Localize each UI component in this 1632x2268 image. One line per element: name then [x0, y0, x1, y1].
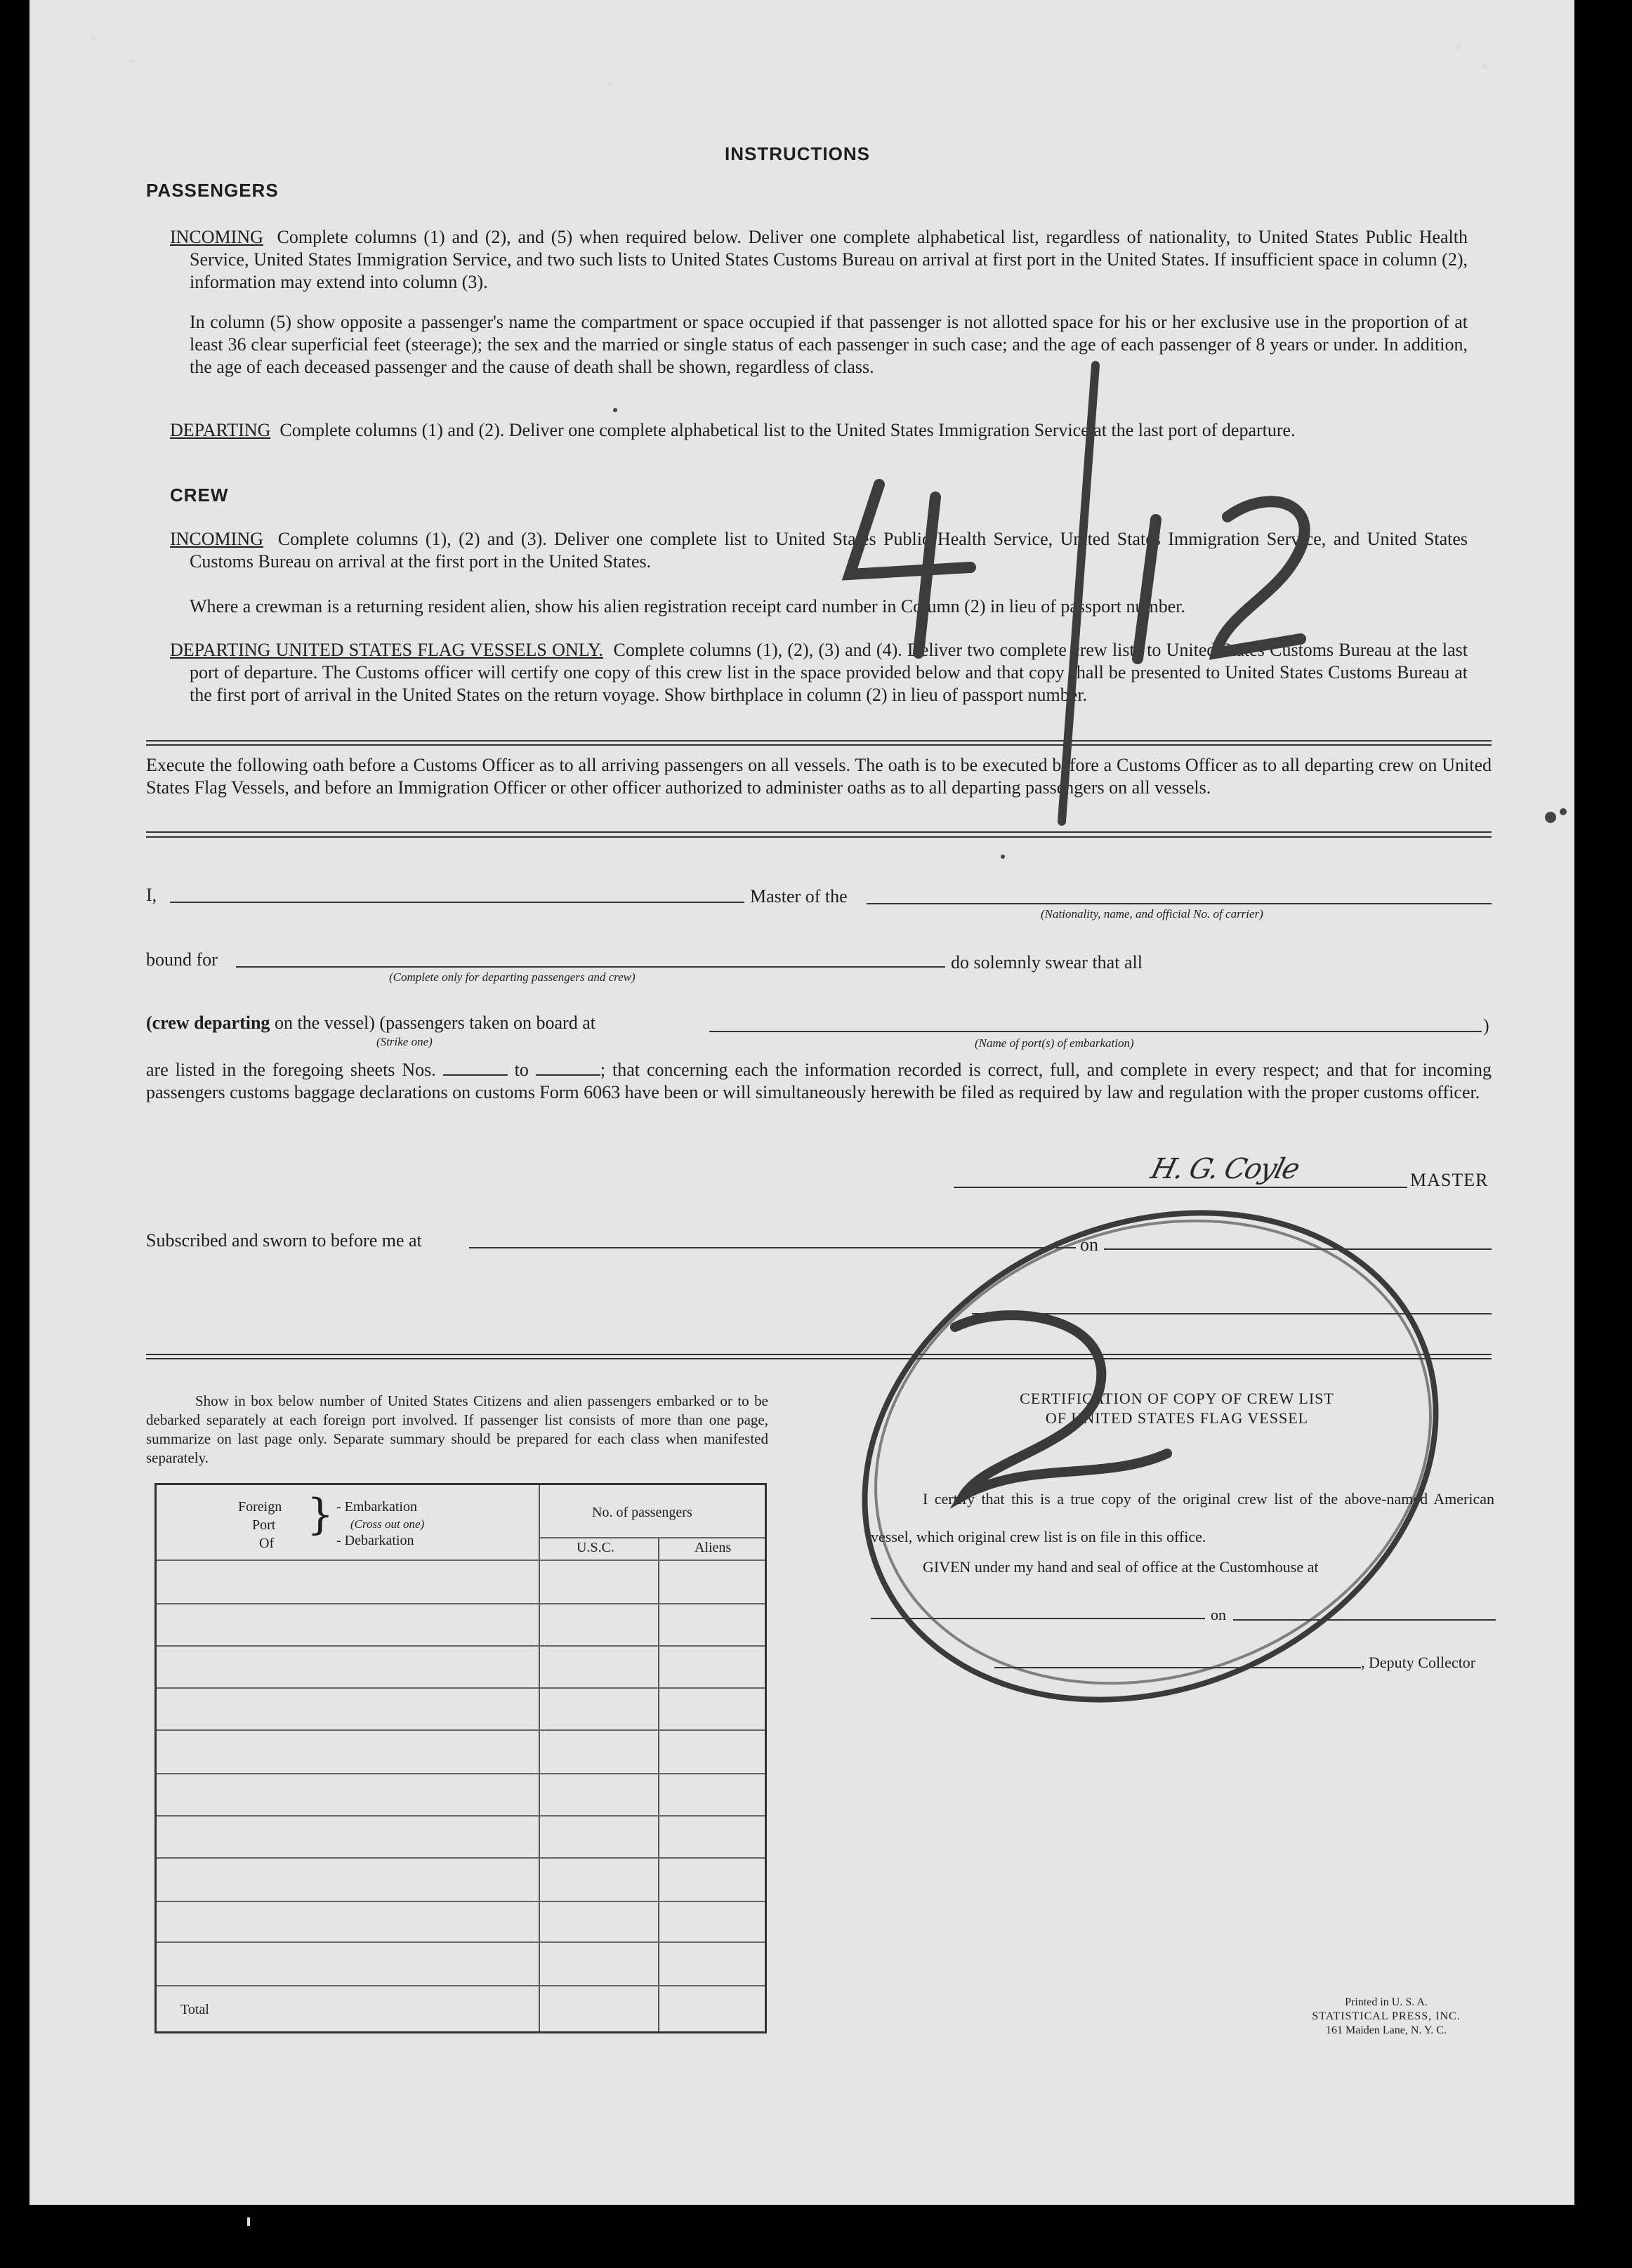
table-row-rule — [157, 1857, 765, 1859]
sheets-text: ; that concerning each the information recorded is correct, full, and complete in every respect; and that for incoming passengers customs baggage declarations on customs Form 6063 have been or will simultaneously herewith be filed as required by law and regulation with the proper customs officer. — [146, 1060, 1492, 1102]
scan-speck — [1482, 65, 1487, 69]
subscribed-label: Subscribed and sworn to before me at — [146, 1230, 422, 1251]
table-subheader-rule — [539, 1537, 765, 1538]
certification-date-field[interactable] — [1233, 1619, 1496, 1621]
certification-given-text: GIVEN under my hand and seal of office at the Customhouse at — [923, 1558, 1319, 1576]
certification-on-label: on — [1211, 1606, 1226, 1623]
sworn-officer-field[interactable] — [972, 1313, 1492, 1314]
passenger-summary-table — [154, 1483, 767, 2033]
table-of-label: Of — [259, 1536, 275, 1551]
crew-departing-paragraph — [170, 639, 1468, 706]
passengers-incoming-label: INCOMING — [170, 227, 263, 247]
sheets-prefix: are listed in the foregoing sheets Nos. — [146, 1060, 436, 1080]
divider-oath-2 — [146, 836, 1492, 838]
master-of-label: Master of the — [750, 886, 848, 906]
bound-for-label: bound for — [146, 949, 218, 970]
bound-for-field[interactable] — [236, 966, 945, 968]
crew-title: CREW — [170, 484, 229, 506]
sworn-place-field[interactable] — [469, 1247, 1076, 1248]
table-row-rule — [157, 1901, 765, 1902]
crew-departing-text: (crew departing — [146, 1013, 270, 1033]
table-row-rule — [157, 1729, 765, 1731]
crew-incoming-paragraph — [170, 528, 1468, 573]
crew-departing-label: DEPARTING UNITED STATES FLAG VESSELS ONLY. — [170, 640, 603, 660]
port-caption: (Name of port(s) of embarkation) — [975, 1036, 1134, 1050]
table-row-rule — [157, 1603, 765, 1604]
sheets-paragraph — [146, 1059, 1492, 1104]
certification-title — [861, 1389, 1493, 1428]
passengers-departing-paragraph — [170, 419, 1468, 442]
table-embarkation-label: - Embarkation — [336, 1499, 417, 1515]
printer-line2: STATISTICAL PRESS, INC. — [1312, 2010, 1461, 2022]
printer-line3: 161 Maiden Lane, N. Y. C. — [1326, 2024, 1447, 2036]
sworn-date-field[interactable] — [1104, 1248, 1492, 1250]
summary-note: Show in box below number of United States Citizens and alien passengers embarked or to be debarked separately at each foreign port involved. If passenger list consists of more than one page, summarize on last page only. Separate summary should be prepared for each class when manifested separately. — [146, 1392, 768, 1466]
deputy-collector-field[interactable] — [994, 1667, 1361, 1668]
strike-caption: (Strike one) — [376, 1035, 433, 1048]
customhouse-field[interactable] — [871, 1618, 1205, 1619]
resident-alien-paragraph: Where a crewman is a returning resident alien, show his alien registration receipt card number in Column (2) in lieu of passport number. — [190, 596, 1186, 617]
table-debarkation-label: - Debarkation — [336, 1533, 414, 1548]
divider-top-1 — [146, 740, 1492, 741]
master-label: MASTER — [1410, 1170, 1489, 1190]
divider-bottom-2 — [146, 1358, 1492, 1359]
crew-incoming-label: INCOMING — [170, 529, 263, 549]
table-col-divider-1 — [539, 1485, 540, 2031]
column5-paragraph: In column (5) show opposite a passenger's name the compartment or space occupied if that passenger is not allotted space for his or her exclusive use in the proportion of at least 36 clear superficial feet (steerage); the sex and the married or single status of each passenger in such case; and the age of each passenger of 8 years or under. In addition, the age of each deceased passenger and the cause of death shall be shown, regardless of class. — [190, 312, 1468, 377]
passengers-incoming-paragraph — [170, 226, 1468, 294]
printer-imprint — [1267, 1996, 1506, 2038]
table-total-label: Total — [180, 2002, 209, 2017]
master-signature-field[interactable] — [954, 1187, 1407, 1188]
divider-top-2 — [146, 744, 1492, 746]
table-row-rule — [157, 1815, 765, 1817]
scan-speck — [608, 81, 612, 86]
table-brace: } — [307, 1490, 334, 1539]
swear-label: do solemnly swear that all — [951, 952, 1143, 973]
page-heading: INSTRUCTIONS — [725, 143, 870, 164]
bound-caption: (Complete only for departing passengers and crew) — [389, 970, 636, 984]
table-usc-header: U.S.C. — [577, 1540, 614, 1555]
oath-intro: Execute the following oath before a Customs Officer as to all arriving passengers on all vessels. The oath is to be executed before a Customs Officer as to all departing crew on United States Flag Vessels, and before an Immigration Officer or other officer authorized to administer oaths as to all departing passengers on all vessels. — [146, 755, 1492, 798]
certification-text: I certify that this is a true copy of the original crew list of the above-named American vessel, which original crew list is on file in this office. — [871, 1490, 1494, 1545]
certification-title-line1: CERTIFICATION OF COPY OF CREW LIST — [1020, 1390, 1334, 1407]
table-no-passengers-header: No. of passengers — [592, 1505, 692, 1520]
i-label: I, — [146, 885, 157, 905]
carrier-caption: (Nationality, name, and official No. of carrier) — [1041, 907, 1263, 921]
sheets-to-label: to — [514, 1060, 529, 1080]
carrier-field[interactable] — [867, 903, 1492, 904]
table-aliens-header: Aliens — [695, 1540, 732, 1555]
passengers-title: PASSENGERS — [146, 180, 279, 201]
deputy-collector-label: , Deputy Collector — [1361, 1654, 1476, 1671]
crew-departing-text: Complete columns (1), (2), (3) and (4). Deliver two complete crew lists to United States Customs Bureau at the last port of departure. The Customs officer will certify one copy of this crew list in the space provided below and that copy shall be presented to United States Customs Bureau at the first port of arrival in the United States on the return voyage. Show birthplace in column (2) in lieu of passport number. — [190, 640, 1468, 705]
table-port-label: Port — [252, 1517, 276, 1533]
crew-incoming-text: Complete columns (1), (2) and (3). Deliver one complete list to United States Public Health Service, United States Immigration Service, and United States Customs Bureau on arrival at the first port in the United States. — [190, 529, 1468, 572]
table-col-divider-2 — [658, 1537, 659, 2031]
strike-one-group — [146, 1013, 595, 1034]
passengers-departing-text: Complete columns (1) and (2). Deliver one complete alphabetical list to the United States Immigration Service at the last port of departure. — [279, 420, 1296, 440]
certification-title-line2: OF UNITED STATES FLAG VESSEL — [1045, 1409, 1309, 1427]
table-header-rule — [157, 1560, 765, 1561]
scan-speck — [1456, 45, 1461, 49]
sworn-on-label: on — [1080, 1234, 1098, 1255]
table-row-rule — [157, 1773, 765, 1774]
embarkation-port-field[interactable] — [709, 1031, 1482, 1032]
table-row-rule — [157, 1645, 765, 1647]
table-foreign-label: Foreign — [238, 1499, 282, 1515]
table-row-rule — [157, 1687, 765, 1689]
table-cross-out-label: (Cross out one) — [350, 1517, 425, 1531]
printer-line1: Printed in U. S. A. — [1345, 1996, 1428, 2008]
circled-2-marks — [787, 1125, 1514, 1788]
passengers-incoming-text: Complete columns (1) and (2), and (5) when required below. Deliver one complete alphabetical list, regardless of nationality, to United States Public Health Service, United States Immigration Service, and two such lists to United States Customs Bureau on arrival at first port in the United States. If insufficient space in column (2), information may extend into column (3). — [190, 227, 1468, 292]
passengers-taken-text: (passengers taken on board at — [379, 1013, 595, 1033]
passengers-departing-label: DEPARTING — [170, 420, 271, 440]
divider-bottom-1 — [146, 1354, 1492, 1355]
on-vessel-text: on the vessel) — [274, 1013, 375, 1033]
master-name-field[interactable] — [170, 902, 744, 903]
sheets-to-field[interactable] — [536, 1060, 600, 1076]
sheets-from-field[interactable] — [443, 1060, 508, 1076]
scan-speck — [247, 2217, 250, 2226]
document-page — [29, 0, 1574, 2205]
table-row-rule — [157, 1941, 765, 1943]
divider-oath-1 — [146, 831, 1492, 833]
master-signature: H. G. Coyle — [1147, 1153, 1302, 1185]
table-row-rule — [157, 1985, 765, 1986]
scan-speck — [129, 59, 135, 63]
close-paren: ) — [1483, 1015, 1489, 1036]
scan-speck — [91, 37, 96, 41]
